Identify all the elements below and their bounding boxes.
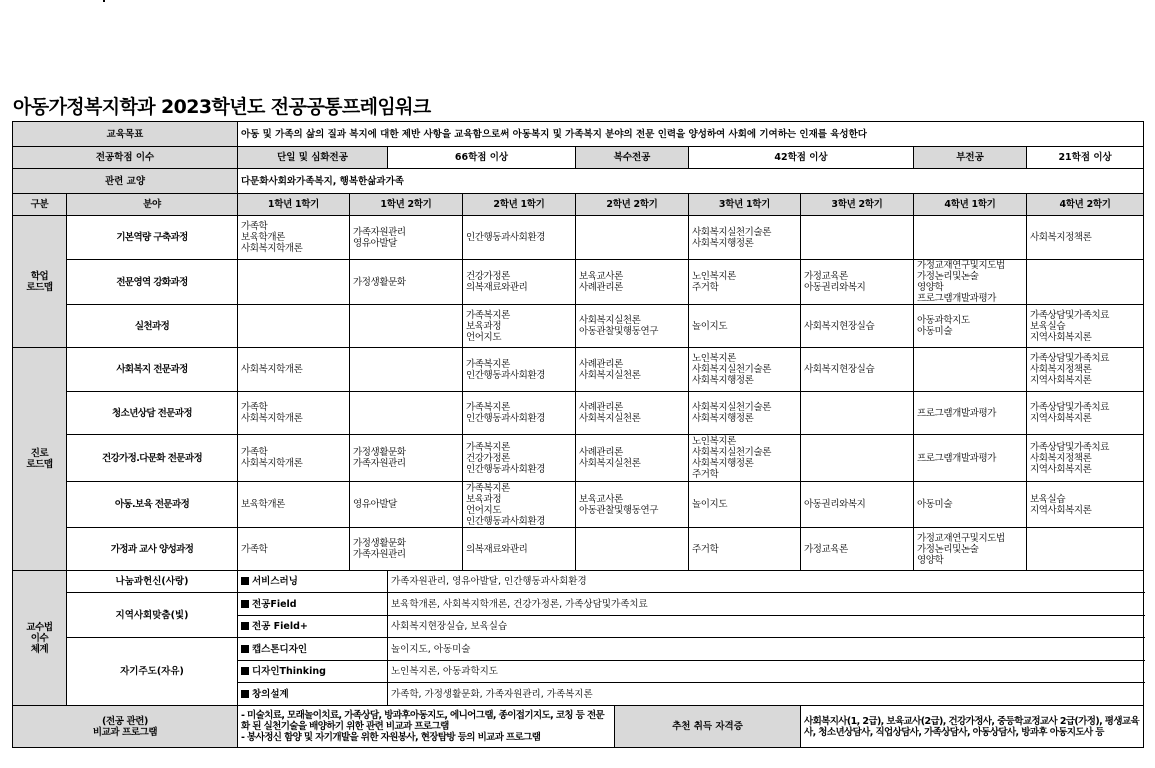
header-semester: 4학년 1학기: [914, 194, 1027, 216]
teaching-type-label: 전공Field: [252, 598, 297, 610]
course-cell: 놀이지도: [689, 482, 801, 528]
header-semester: 4학년 2학기: [1027, 194, 1144, 216]
group-academic-roadmap: 학업 로드맵: [13, 216, 67, 348]
course-cell: 사회복지학개론: [238, 348, 350, 392]
course-cell: 가족복지론 건강가정론 인간행동과사회환경: [463, 435, 576, 482]
row-label: 사회복지 전문과정: [67, 348, 238, 392]
table-row: [13, 260, 1144, 305]
course-cell: 의복재료와관리: [463, 528, 576, 571]
header-semester: 1학년 1학기: [238, 194, 350, 216]
course-cell: 가정교육론 아동권리와복지: [801, 260, 914, 305]
minor-credits: 21학점 이상: [1027, 147, 1144, 169]
course-cell: 보육교사론 사례관리론: [576, 260, 689, 305]
course-cell: 영유아발달: [350, 482, 463, 528]
row-label: 기본역량 구축과정: [67, 216, 238, 260]
course-cell: 가정생활문화: [350, 260, 463, 305]
teaching-type-label: 전공 Field+: [252, 621, 308, 632]
course-cell: 가족복지론 보육과정 언어지도 인간행동과사회환경: [463, 482, 576, 528]
course-cell: 사례관리론 사회복지실천론: [576, 348, 689, 392]
course-cell: 사회복지실천기술론 사회복지행정론: [689, 392, 801, 435]
row-label: 청소년상담 전문과정: [67, 392, 238, 435]
table-row: [13, 392, 1144, 435]
square-bullet-icon: [241, 690, 249, 698]
course-cell: 가정생활문화 가족자원관리: [350, 435, 463, 482]
header-semester: 2학년 1학기: [463, 194, 576, 216]
nonmajor-program-text: - 미술치료, 모래놀이치료, 가족상담, 방과후아동지도, 에니어그램, 종이접기지도, 코칭 등 전문화 된 실천기술을 배양하기 위한 관련 비교과 프로그램 - 봉사정신 함양 및 자기개발을 위한 자원봉사, 현장탐방 등의 비교과 프로그램: [238, 706, 615, 748]
double-major-credits: 42학점 이상: [689, 147, 914, 169]
group-career-roadmap: 진로 로드맵: [13, 348, 67, 571]
table-row: [13, 216, 1144, 260]
group-teaching-system: 교수법 이수 체계: [13, 571, 67, 706]
course-cell: 사회복지정책론: [1027, 216, 1144, 260]
teaching-type: [238, 616, 388, 638]
table-row: [13, 571, 1144, 593]
course-cell: 사례관리론 사회복지실천론: [576, 435, 689, 482]
course-cell: 가정교재연구및지도법 가정논리및논술 영양학 프로그램개발과평가: [914, 260, 1027, 305]
single-major-label: 단일 및 심화전공: [238, 147, 388, 169]
course-cell: 사회복지현장실습: [801, 348, 914, 392]
liberal-text: 다문화사회와가족복지, 행복한삶과가족: [238, 169, 1144, 194]
certificate-text: 사회복지사(1, 2급), 보육교사(2급), 건강가정사, 중등학교정교사 2급(가정), 평생교육사, 청소년상담사, 직업상담사, 가족상담사, 아동상담사, 방과후 아동지도사 등: [801, 706, 1144, 748]
course-cell: 가족자원관리 영유아발달: [350, 216, 463, 260]
teaching-type-label: 디자인Thinking: [252, 666, 326, 677]
course-cell: 가족학: [238, 528, 350, 571]
row-label: 건강가정.다문화 전문과정: [67, 435, 238, 482]
course-cell: 가족학 사회복지학개론: [238, 435, 350, 482]
teaching-courses: 놀이지도, 아동미술: [388, 638, 1144, 661]
header-semester: 3학년 1학기: [689, 194, 801, 216]
table-row: [13, 435, 1144, 482]
teaching-type: [238, 661, 388, 683]
course-cell: 주거학: [689, 528, 801, 571]
teaching-courses: 노인복지론, 아동과학지도: [388, 661, 1144, 683]
square-bullet-icon: [241, 622, 249, 630]
course-cell: 사회복지실천론 아동관찰및행동연구: [576, 305, 689, 348]
teaching-courses: 보육학개론, 사회복지학개론, 건강가정론, 가족상담및가족치료: [388, 593, 1144, 616]
teaching-type-label: 창의설계: [252, 688, 289, 700]
course-cell: 노인복지론 주거학: [689, 260, 801, 305]
row-label: 아동.보육 전문과정: [67, 482, 238, 528]
stray-dot: [103, 0, 105, 2]
table-row: [13, 305, 1144, 348]
course-cell: 아동미술: [914, 482, 1027, 528]
course-cell: 가족상담및가족치료 지역사회복지론: [1027, 392, 1144, 435]
double-major-label: 복수전공: [576, 147, 689, 169]
table-row: [13, 593, 1144, 616]
course-cell: 아동권리와복지: [801, 482, 914, 528]
liberal-row: [13, 169, 1144, 194]
table-row: [13, 482, 1144, 528]
course-cell: [914, 216, 1027, 260]
course-cell: 사례관리론 사회복지실천론: [576, 392, 689, 435]
square-bullet-icon: [241, 577, 249, 585]
course-cell: [914, 348, 1027, 392]
square-bullet-icon: [241, 600, 249, 608]
header-category: 구분: [13, 194, 67, 216]
header-semester: 2학년 2학기: [576, 194, 689, 216]
certificate-label: 추천 취득 자격증: [615, 706, 801, 748]
footer-row: [13, 706, 1144, 748]
course-cell: 노인복지론 사회복지실천기술론 사회복지행정론: [689, 348, 801, 392]
course-cell: [801, 392, 914, 435]
row-label: 가정과 교사 양성과정: [67, 528, 238, 571]
course-cell: 보육학개론: [238, 482, 350, 528]
course-cell: [1027, 528, 1144, 571]
course-cell: 놀이지도: [689, 305, 801, 348]
teaching-type-label: 캡스톤디자인: [252, 643, 308, 655]
course-cell: [238, 260, 350, 305]
course-cell: 보육실습 지역사회복지론: [1027, 482, 1144, 528]
course-cell: 가정교재연구및지도법 가정논리및논술 영양학: [914, 528, 1027, 571]
nonmajor-program-label: (전공 관련) 비교과 프로그램: [13, 706, 238, 748]
course-cell: 가족상담및가족치료 사회복지정책론 지역사회복지론: [1027, 348, 1144, 392]
course-cell: 가족복지론 인간행동과사회환경: [463, 348, 576, 392]
course-cell: 사회복지실천기술론 사회복지행정론: [689, 216, 801, 260]
liberal-label: 관련 교양: [13, 169, 238, 194]
single-major-credits: 66학점 이상: [388, 147, 576, 169]
course-cell: 건강가정론 의복재료와관리: [463, 260, 576, 305]
course-cell: 가족학 사회복지학개론: [238, 392, 350, 435]
header-semester: 1학년 2학기: [350, 194, 463, 216]
header-field: 분야: [67, 194, 238, 216]
teaching-area: 나눔과헌신(사랑): [67, 571, 238, 593]
course-cell: [576, 216, 689, 260]
course-cell: 가족상담및가족치료 보육실습 지역사회복지론: [1027, 305, 1144, 348]
teaching-type-label: 서비스러닝: [252, 576, 298, 587]
square-bullet-icon: [241, 667, 249, 675]
credits-label: 전공학점 이수: [13, 147, 238, 169]
teaching-area: 자기주도(자유): [67, 638, 238, 706]
course-cell: [576, 528, 689, 571]
table-row: [13, 638, 1144, 661]
page-title: 아동가정복지학과 2023학년도 전공공통프레임워크: [13, 96, 431, 118]
course-cell: 노인복지론 사회복지실천기술론 사회복지행정론 주거학: [689, 435, 801, 482]
course-cell: 가족복지론 보육과정 언어지도: [463, 305, 576, 348]
goal-row: [13, 122, 1144, 147]
course-cell: [350, 305, 463, 348]
course-cell: 프로그램개발과평가: [914, 392, 1027, 435]
table-row: [13, 528, 1144, 571]
teaching-type: [238, 683, 388, 706]
teaching-type: [238, 593, 388, 616]
course-cell: [1027, 260, 1144, 305]
framework-table: [12, 121, 1144, 748]
course-cell: [801, 216, 914, 260]
course-cell: 아동과학지도 아동미술: [914, 305, 1027, 348]
course-cell: 가족상담및가족치료 사회복지정책론 지역사회복지론: [1027, 435, 1144, 482]
teaching-courses: 가족자원관리, 영유아발달, 인간행동과사회환경: [388, 571, 1144, 593]
course-cell: [350, 392, 463, 435]
row-label: 전문영역 강화과정: [67, 260, 238, 305]
course-cell: 사회복지현장실습: [801, 305, 914, 348]
header-semester: 3학년 2학기: [801, 194, 914, 216]
row-label: 실천과정: [67, 305, 238, 348]
course-cell: [801, 435, 914, 482]
teaching-type: [238, 571, 388, 593]
teaching-courses: 가족학, 가정생활문화, 가족자원관리, 가족복지론: [388, 683, 1144, 706]
teaching-type: [238, 638, 388, 661]
course-cell: 가족학 보육학개론 사회복지학개론: [238, 216, 350, 260]
course-cell: [350, 348, 463, 392]
table-row: [13, 348, 1144, 392]
semester-header-row: [13, 194, 1144, 216]
square-bullet-icon: [241, 645, 249, 653]
minor-label: 부전공: [914, 147, 1027, 169]
goal-text: 아동 및 가족의 삶의 질과 복지에 대한 제반 사항을 교육함으로써 아동복지 및 가족복지 분야의 전문 인력을 양성하여 사회에 기여하는 인재를 육성한다: [238, 122, 1144, 147]
course-cell: [238, 305, 350, 348]
credits-row: [13, 147, 1144, 169]
course-cell: 프로그램개발과평가: [914, 435, 1027, 482]
course-cell: 보육교사론 아동관찰및행동연구: [576, 482, 689, 528]
teaching-area: 지역사회맞춤(빛): [67, 593, 238, 638]
course-cell: 인간행동과사회환경: [463, 216, 576, 260]
goal-label: 교육목표: [13, 122, 238, 147]
course-cell: 가정교육론: [801, 528, 914, 571]
course-cell: 가족복지론 인간행동과사회환경: [463, 392, 576, 435]
teaching-courses: 사회복지현장실습, 보육실습: [388, 616, 1144, 638]
course-cell: 가정생활문화 가족자원관리: [350, 528, 463, 571]
